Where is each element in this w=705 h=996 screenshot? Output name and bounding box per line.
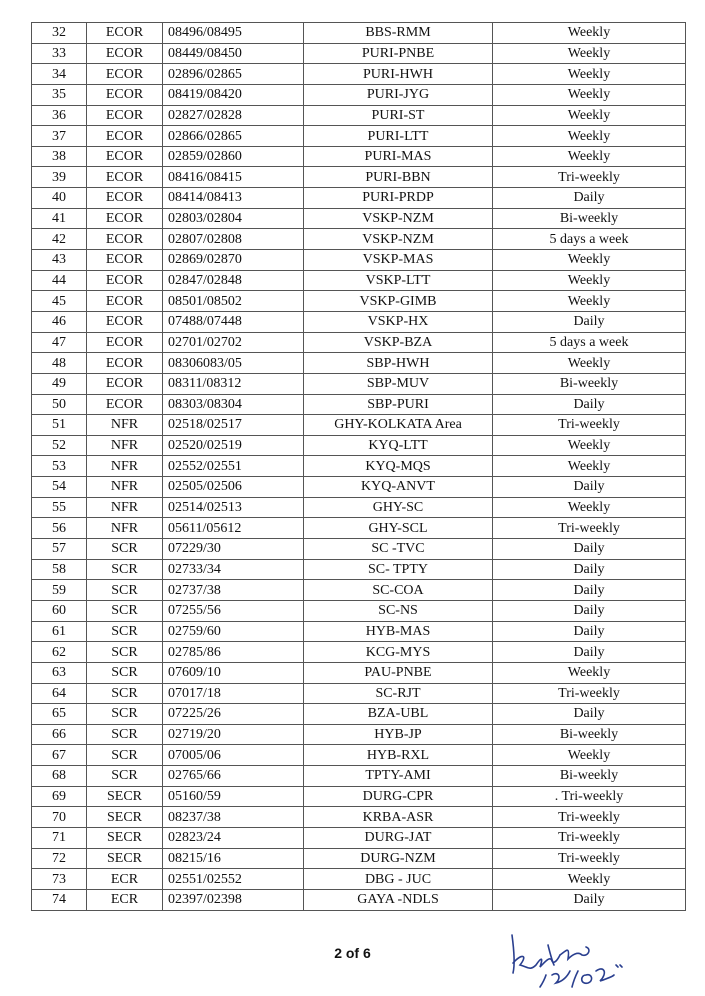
frequency-cell: Tri-weekly <box>493 167 686 188</box>
table-row <box>32 477 686 498</box>
frequency-cell: Weekly <box>493 869 686 890</box>
zone-cell: ECOR <box>87 353 163 374</box>
table-row <box>32 126 686 147</box>
serial-number-cell: 37 <box>32 126 87 147</box>
table-row <box>32 621 686 642</box>
train-number-cell: 07005/06 <box>163 745 304 766</box>
serial-number-cell: 38 <box>32 146 87 167</box>
route-cell: GHY-SCL <box>304 518 493 539</box>
route-cell: DBG - JUC <box>304 869 493 890</box>
serial-number-cell: 70 <box>32 807 87 828</box>
serial-number-cell: 42 <box>32 229 87 250</box>
serial-number-cell: 32 <box>32 23 87 44</box>
serial-number-cell: 46 <box>32 311 87 332</box>
serial-number-cell: 47 <box>32 332 87 353</box>
train-number-cell: 07255/56 <box>163 600 304 621</box>
frequency-cell: Weekly <box>493 64 686 85</box>
train-number-cell: 08416/08415 <box>163 167 304 188</box>
route-cell: SC-COA <box>304 580 493 601</box>
table-row <box>32 373 686 394</box>
route-cell: KCG-MYS <box>304 642 493 663</box>
serial-number-cell: 39 <box>32 167 87 188</box>
train-number-cell: 02823/24 <box>163 827 304 848</box>
train-number-cell: 02827/02828 <box>163 105 304 126</box>
route-cell: DURG-CPR <box>304 786 493 807</box>
table-row <box>32 146 686 167</box>
serial-number-cell: 33 <box>32 43 87 64</box>
serial-number-cell: 61 <box>32 621 87 642</box>
route-cell: GHY-KOLKATA Area <box>304 415 493 436</box>
route-cell: VSKP-MAS <box>304 250 493 271</box>
train-number-cell: 02518/02517 <box>163 415 304 436</box>
frequency-cell: Weekly <box>493 84 686 105</box>
train-number-cell: 08419/08420 <box>163 84 304 105</box>
route-cell: HYB-RXL <box>304 745 493 766</box>
train-number-cell: 02869/02870 <box>163 250 304 271</box>
table-row <box>32 539 686 560</box>
table-row <box>32 332 686 353</box>
frequency-cell: Daily <box>493 477 686 498</box>
table-row <box>32 642 686 663</box>
train-number-cell: 08303/08304 <box>163 394 304 415</box>
zone-cell: ECOR <box>87 84 163 105</box>
train-number-cell: 08449/08450 <box>163 43 304 64</box>
table-row <box>32 23 686 44</box>
frequency-cell: Daily <box>493 600 686 621</box>
route-cell: KYQ-LTT <box>304 435 493 456</box>
zone-cell: SECR <box>87 807 163 828</box>
zone-cell: SCR <box>87 766 163 787</box>
route-cell: VSKP-HX <box>304 311 493 332</box>
train-number-cell: 02701/02702 <box>163 332 304 353</box>
frequency-cell: Daily <box>493 311 686 332</box>
serial-number-cell: 73 <box>32 869 87 890</box>
route-cell: KYQ-MQS <box>304 456 493 477</box>
serial-number-cell: 74 <box>32 889 87 910</box>
train-schedule-table <box>31 22 686 911</box>
table-row <box>32 105 686 126</box>
train-number-cell: 07609/10 <box>163 662 304 683</box>
frequency-cell: Tri-weekly <box>493 683 686 704</box>
serial-number-cell: 71 <box>32 827 87 848</box>
route-cell: DURG-JAT <box>304 827 493 848</box>
frequency-cell: Tri-weekly <box>493 848 686 869</box>
route-cell: PURI-JYG <box>304 84 493 105</box>
route-cell: PURI-PNBE <box>304 43 493 64</box>
zone-cell: ECR <box>87 869 163 890</box>
train-number-cell: 02733/34 <box>163 559 304 580</box>
frequency-cell: Weekly <box>493 435 686 456</box>
table-row <box>32 435 686 456</box>
zone-cell: ECOR <box>87 23 163 44</box>
zone-cell: NFR <box>87 456 163 477</box>
table-row <box>32 704 686 725</box>
train-number-cell: 08306083/05 <box>163 353 304 374</box>
frequency-cell: Weekly <box>493 146 686 167</box>
table-row <box>32 456 686 477</box>
serial-number-cell: 41 <box>32 208 87 229</box>
serial-number-cell: 68 <box>32 766 87 787</box>
frequency-cell: Bi-weekly <box>493 724 686 745</box>
train-number-cell: 02765/66 <box>163 766 304 787</box>
serial-number-cell: 43 <box>32 250 87 271</box>
train-number-cell: 08496/08495 <box>163 23 304 44</box>
handwritten-signature <box>500 925 650 995</box>
serial-number-cell: 57 <box>32 539 87 560</box>
zone-cell: ECOR <box>87 332 163 353</box>
train-number-cell: 02397/02398 <box>163 889 304 910</box>
zone-cell: ECOR <box>87 64 163 85</box>
serial-number-cell: 60 <box>32 600 87 621</box>
frequency-cell: Weekly <box>493 456 686 477</box>
train-number-cell: 02520/02519 <box>163 435 304 456</box>
table-row <box>32 683 686 704</box>
frequency-cell: Daily <box>493 704 686 725</box>
zone-cell: ECOR <box>87 188 163 209</box>
zone-cell: SCR <box>87 745 163 766</box>
table-row <box>32 559 686 580</box>
route-cell: KYQ-ANVT <box>304 477 493 498</box>
table-row <box>32 497 686 518</box>
route-cell: BZA-UBL <box>304 704 493 725</box>
zone-cell: ECOR <box>87 167 163 188</box>
route-cell: SBP-HWH <box>304 353 493 374</box>
route-cell: TPTY-AMI <box>304 766 493 787</box>
serial-number-cell: 64 <box>32 683 87 704</box>
zone-cell: ECOR <box>87 250 163 271</box>
train-number-cell: 02759/60 <box>163 621 304 642</box>
frequency-cell: Bi-weekly <box>493 208 686 229</box>
serial-number-cell: 36 <box>32 105 87 126</box>
zone-cell: SCR <box>87 559 163 580</box>
train-number-cell: 05611/05612 <box>163 518 304 539</box>
frequency-cell: Daily <box>493 642 686 663</box>
zone-cell: SCR <box>87 600 163 621</box>
zone-cell: ECOR <box>87 105 163 126</box>
zone-cell: SCR <box>87 724 163 745</box>
serial-number-cell: 50 <box>32 394 87 415</box>
route-cell: VSKP-LTT <box>304 270 493 291</box>
route-cell: VSKP-NZM <box>304 208 493 229</box>
route-cell: GAYA -NDLS <box>304 889 493 910</box>
train-number-cell: 02803/02804 <box>163 208 304 229</box>
serial-number-cell: 67 <box>32 745 87 766</box>
zone-cell: ECOR <box>87 229 163 250</box>
train-number-cell: 08311/08312 <box>163 373 304 394</box>
route-cell: VSKP-NZM <box>304 229 493 250</box>
frequency-cell: 5 days a week <box>493 332 686 353</box>
route-cell: HYB-JP <box>304 724 493 745</box>
zone-cell: ECOR <box>87 208 163 229</box>
table-row <box>32 64 686 85</box>
serial-number-cell: 51 <box>32 415 87 436</box>
table-row <box>32 311 686 332</box>
route-cell: PURI-MAS <box>304 146 493 167</box>
zone-cell: ECR <box>87 889 163 910</box>
route-cell: PURI-PRDP <box>304 188 493 209</box>
table-row <box>32 229 686 250</box>
route-cell: PURI-ST <box>304 105 493 126</box>
zone-cell: ECOR <box>87 394 163 415</box>
table-row <box>32 807 686 828</box>
frequency-cell: 5 days a week <box>493 229 686 250</box>
route-cell: PURI-BBN <box>304 167 493 188</box>
table-row <box>32 291 686 312</box>
serial-number-cell: 66 <box>32 724 87 745</box>
route-cell: SBP-MUV <box>304 373 493 394</box>
route-cell: DURG-NZM <box>304 848 493 869</box>
frequency-cell: Tri-weekly <box>493 415 686 436</box>
table-row <box>32 353 686 374</box>
zone-cell: NFR <box>87 477 163 498</box>
train-number-cell: 02737/38 <box>163 580 304 601</box>
serial-number-cell: 45 <box>32 291 87 312</box>
frequency-cell: Daily <box>493 559 686 580</box>
route-cell: VSKP-GIMB <box>304 291 493 312</box>
frequency-cell: Weekly <box>493 250 686 271</box>
train-number-cell: 02785/86 <box>163 642 304 663</box>
train-number-cell: 02866/02865 <box>163 126 304 147</box>
table-row <box>32 167 686 188</box>
zone-cell: NFR <box>87 497 163 518</box>
frequency-cell: Daily <box>493 188 686 209</box>
train-number-cell: 02514/02513 <box>163 497 304 518</box>
table-row <box>32 250 686 271</box>
frequency-cell: . Tri-weekly <box>493 786 686 807</box>
frequency-cell: Weekly <box>493 662 686 683</box>
frequency-cell: Daily <box>493 539 686 560</box>
train-number-cell: 02719/20 <box>163 724 304 745</box>
frequency-cell: Bi-weekly <box>493 766 686 787</box>
zone-cell: NFR <box>87 435 163 456</box>
route-cell: SBP-PURI <box>304 394 493 415</box>
frequency-cell: Weekly <box>493 43 686 64</box>
frequency-cell: Weekly <box>493 497 686 518</box>
table-row <box>32 84 686 105</box>
zone-cell: SECR <box>87 848 163 869</box>
zone-cell: SECR <box>87 786 163 807</box>
train-number-cell: 07488/07448 <box>163 311 304 332</box>
zone-cell: ECOR <box>87 146 163 167</box>
frequency-cell: Tri-weekly <box>493 807 686 828</box>
frequency-cell: Weekly <box>493 23 686 44</box>
zone-cell: SCR <box>87 621 163 642</box>
train-number-cell: 02859/02860 <box>163 146 304 167</box>
train-number-cell: 08215/16 <box>163 848 304 869</box>
table-row <box>32 745 686 766</box>
serial-number-cell: 35 <box>32 84 87 105</box>
zone-cell: SECR <box>87 827 163 848</box>
frequency-cell: Weekly <box>493 353 686 374</box>
frequency-cell: Weekly <box>493 126 686 147</box>
serial-number-cell: 44 <box>32 270 87 291</box>
serial-number-cell: 49 <box>32 373 87 394</box>
zone-cell: ECOR <box>87 126 163 147</box>
frequency-cell: Daily <box>493 621 686 642</box>
frequency-cell: Daily <box>493 889 686 910</box>
table-row <box>32 786 686 807</box>
serial-number-cell: 55 <box>32 497 87 518</box>
route-cell: GHY-SC <box>304 497 493 518</box>
serial-number-cell: 34 <box>32 64 87 85</box>
zone-cell: ECOR <box>87 43 163 64</box>
zone-cell: ECOR <box>87 311 163 332</box>
zone-cell: SCR <box>87 683 163 704</box>
serial-number-cell: 40 <box>32 188 87 209</box>
table-row <box>32 827 686 848</box>
frequency-cell: Daily <box>493 580 686 601</box>
serial-number-cell: 59 <box>32 580 87 601</box>
table-row <box>32 724 686 745</box>
zone-cell: NFR <box>87 415 163 436</box>
table-row <box>32 889 686 910</box>
train-number-cell: 07229/30 <box>163 539 304 560</box>
train-number-cell: 02807/02808 <box>163 229 304 250</box>
table-row <box>32 270 686 291</box>
train-number-cell: 08237/38 <box>163 807 304 828</box>
train-number-cell: 08501/08502 <box>163 291 304 312</box>
frequency-cell: Weekly <box>493 745 686 766</box>
train-number-cell: 02847/02848 <box>163 270 304 291</box>
serial-number-cell: 72 <box>32 848 87 869</box>
serial-number-cell: 62 <box>32 642 87 663</box>
frequency-cell: Tri-weekly <box>493 827 686 848</box>
table-body <box>32 23 686 911</box>
route-cell: SC -TVC <box>304 539 493 560</box>
zone-cell: ECOR <box>87 291 163 312</box>
serial-number-cell: 58 <box>32 559 87 580</box>
zone-cell: NFR <box>87 518 163 539</box>
frequency-cell: Daily <box>493 394 686 415</box>
train-number-cell: 02896/02865 <box>163 64 304 85</box>
zone-cell: ECOR <box>87 270 163 291</box>
zone-cell: SCR <box>87 662 163 683</box>
route-cell: BBS-RMM <box>304 23 493 44</box>
table-row <box>32 869 686 890</box>
table-row <box>32 188 686 209</box>
table-row <box>32 662 686 683</box>
serial-number-cell: 54 <box>32 477 87 498</box>
route-cell: PAU-PNBE <box>304 662 493 683</box>
table-row <box>32 766 686 787</box>
serial-number-cell: 65 <box>32 704 87 725</box>
route-cell: SC-RJT <box>304 683 493 704</box>
route-cell: SC- TPTY <box>304 559 493 580</box>
route-cell: HYB-MAS <box>304 621 493 642</box>
train-number-cell: 08414/08413 <box>163 188 304 209</box>
train-number-cell: 02552/02551 <box>163 456 304 477</box>
train-number-cell: 02505/02506 <box>163 477 304 498</box>
serial-number-cell: 48 <box>32 353 87 374</box>
frequency-cell: Weekly <box>493 270 686 291</box>
table-row <box>32 580 686 601</box>
table-row <box>32 600 686 621</box>
serial-number-cell: 52 <box>32 435 87 456</box>
train-number-cell: 05160/59 <box>163 786 304 807</box>
frequency-cell: Weekly <box>493 105 686 126</box>
frequency-cell: Tri-weekly <box>493 518 686 539</box>
serial-number-cell: 56 <box>32 518 87 539</box>
frequency-cell: Bi-weekly <box>493 373 686 394</box>
table-row <box>32 848 686 869</box>
zone-cell: SCR <box>87 704 163 725</box>
zone-cell: SCR <box>87 642 163 663</box>
route-cell: PURI-LTT <box>304 126 493 147</box>
table-row <box>32 415 686 436</box>
train-number-cell: 07225/26 <box>163 704 304 725</box>
route-cell: SC-NS <box>304 600 493 621</box>
serial-number-cell: 63 <box>32 662 87 683</box>
page-number: 2 of 6 <box>334 945 371 961</box>
train-number-cell: 07017/18 <box>163 683 304 704</box>
zone-cell: SCR <box>87 580 163 601</box>
table-row <box>32 43 686 64</box>
route-cell: VSKP-BZA <box>304 332 493 353</box>
zone-cell: SCR <box>87 539 163 560</box>
frequency-cell: Weekly <box>493 291 686 312</box>
table-row <box>32 208 686 229</box>
zone-cell: ECOR <box>87 373 163 394</box>
serial-number-cell: 53 <box>32 456 87 477</box>
table-row <box>32 518 686 539</box>
table-row <box>32 394 686 415</box>
serial-number-cell: 69 <box>32 786 87 807</box>
route-cell: KRBA-ASR <box>304 807 493 828</box>
route-cell: PURI-HWH <box>304 64 493 85</box>
train-number-cell: 02551/02552 <box>163 869 304 890</box>
